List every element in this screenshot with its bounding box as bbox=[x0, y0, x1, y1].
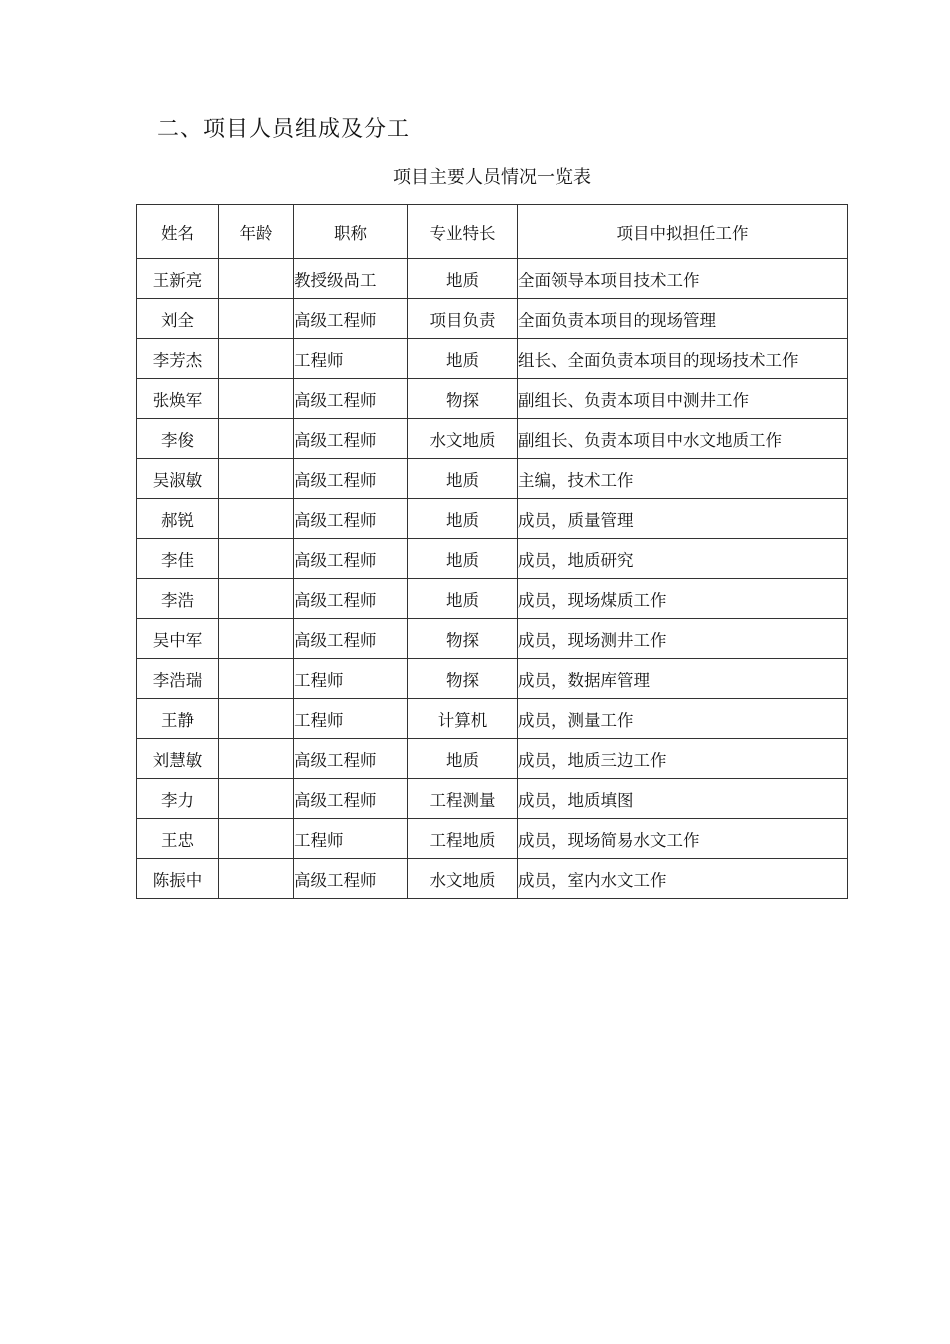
role-cell: 成员，现场简易水文工作 bbox=[518, 819, 848, 859]
specialty-cell: 项目负责 bbox=[408, 299, 518, 339]
specialty-cell: 计算机 bbox=[408, 699, 518, 739]
specialty-cell: 物探 bbox=[408, 379, 518, 419]
table-body bbox=[137, 259, 848, 899]
specialty-cell: 地质 bbox=[408, 499, 518, 539]
age-cell bbox=[219, 459, 294, 499]
specialty-cell: 地质 bbox=[408, 459, 518, 499]
specialty-cell: 地质 bbox=[408, 339, 518, 379]
title-cell: 工程师 bbox=[294, 699, 408, 739]
name-cell: 李佳 bbox=[137, 539, 219, 579]
role-cell: 副组长、负责本项目中测井工作 bbox=[518, 379, 848, 419]
specialty-cell: 工程地质 bbox=[408, 819, 518, 859]
age-cell bbox=[219, 659, 294, 699]
title-cell: 高级工程师 bbox=[294, 619, 408, 659]
role-cell: 副组长、负责本项目中水文地质工作 bbox=[518, 419, 848, 459]
age-cell bbox=[219, 619, 294, 659]
table-row bbox=[137, 859, 848, 899]
role-cell: 成员，地质填图 bbox=[518, 779, 848, 819]
specialty-cell: 地质 bbox=[408, 579, 518, 619]
name-cell: 吴淑敏 bbox=[137, 459, 219, 499]
column-header-role: 项目中拟担任工作 bbox=[518, 205, 848, 259]
name-cell: 刘慧敏 bbox=[137, 739, 219, 779]
title-cell: 高级工程师 bbox=[294, 459, 408, 499]
age-cell bbox=[219, 259, 294, 299]
title-cell: 高级工程师 bbox=[294, 579, 408, 619]
table-row bbox=[137, 419, 848, 459]
role-cell: 全面领导本项目技术工作 bbox=[518, 259, 848, 299]
specialty-cell: 水文地质 bbox=[408, 419, 518, 459]
table-row bbox=[137, 659, 848, 699]
table-row bbox=[137, 819, 848, 859]
specialty-cell: 物探 bbox=[408, 619, 518, 659]
name-cell: 李芳杰 bbox=[137, 339, 219, 379]
age-cell bbox=[219, 539, 294, 579]
table-row bbox=[137, 259, 848, 299]
section-heading: 二、项目人员组成及分工 bbox=[157, 117, 411, 142]
column-header-age: 年龄 bbox=[219, 205, 294, 259]
age-cell bbox=[219, 779, 294, 819]
title-cell: 工程师 bbox=[294, 819, 408, 859]
table-row bbox=[137, 499, 848, 539]
title-cell: 教授级咼工 bbox=[294, 259, 408, 299]
role-cell: 主编，技术工作 bbox=[518, 459, 848, 499]
specialty-cell: 地质 bbox=[408, 539, 518, 579]
name-cell: 王忠 bbox=[137, 819, 219, 859]
table-row bbox=[137, 739, 848, 779]
age-cell bbox=[219, 699, 294, 739]
age-cell bbox=[219, 739, 294, 779]
table-row bbox=[137, 619, 848, 659]
name-cell: 李俊 bbox=[137, 419, 219, 459]
age-cell bbox=[219, 419, 294, 459]
role-cell: 成员，测量工作 bbox=[518, 699, 848, 739]
age-cell bbox=[219, 819, 294, 859]
table-header-row bbox=[137, 205, 848, 259]
specialty-cell: 物探 bbox=[408, 659, 518, 699]
table-row bbox=[137, 699, 848, 739]
specialty-cell: 地质 bbox=[408, 259, 518, 299]
name-cell: 郝锐 bbox=[137, 499, 219, 539]
name-cell: 王新亮 bbox=[137, 259, 219, 299]
age-cell bbox=[219, 379, 294, 419]
role-cell: 成员，地质研究 bbox=[518, 539, 848, 579]
specialty-cell: 工程测量 bbox=[408, 779, 518, 819]
age-cell bbox=[219, 299, 294, 339]
role-cell: 成员，数据库管理 bbox=[518, 659, 848, 699]
column-header-name: 姓名 bbox=[137, 205, 219, 259]
table-row bbox=[137, 339, 848, 379]
title-cell: 高级工程师 bbox=[294, 499, 408, 539]
name-cell: 吴中军 bbox=[137, 619, 219, 659]
table-row bbox=[137, 379, 848, 419]
name-cell: 王静 bbox=[137, 699, 219, 739]
name-cell: 李力 bbox=[137, 779, 219, 819]
title-cell: 高级工程师 bbox=[294, 299, 408, 339]
table-row bbox=[137, 779, 848, 819]
name-cell: 李浩瑞 bbox=[137, 659, 219, 699]
role-cell: 成员，质量管理 bbox=[518, 499, 848, 539]
age-cell bbox=[219, 339, 294, 379]
role-cell: 成员，现场测井工作 bbox=[518, 619, 848, 659]
specialty-cell: 水文地质 bbox=[408, 859, 518, 899]
title-cell: 高级工程师 bbox=[294, 859, 408, 899]
table-row bbox=[137, 539, 848, 579]
column-header-title: 职称 bbox=[294, 205, 408, 259]
title-cell: 高级工程师 bbox=[294, 419, 408, 459]
title-cell: 高级工程师 bbox=[294, 779, 408, 819]
title-cell: 高级工程师 bbox=[294, 539, 408, 579]
role-cell: 成员，室内水文工作 bbox=[518, 859, 848, 899]
role-cell: 组长、全面负责本项目的现场技术工作 bbox=[518, 339, 848, 379]
age-cell bbox=[219, 859, 294, 899]
name-cell: 李浩 bbox=[137, 579, 219, 619]
role-cell: 成员，现场煤质工作 bbox=[518, 579, 848, 619]
staff-table bbox=[136, 204, 848, 899]
table-row bbox=[137, 579, 848, 619]
specialty-cell: 地质 bbox=[408, 739, 518, 779]
role-cell: 成员，地质三边工作 bbox=[518, 739, 848, 779]
age-cell bbox=[219, 499, 294, 539]
name-cell: 张焕军 bbox=[137, 379, 219, 419]
name-cell: 刘全 bbox=[137, 299, 219, 339]
title-cell: 工程师 bbox=[294, 339, 408, 379]
age-cell bbox=[219, 579, 294, 619]
title-cell: 高级工程师 bbox=[294, 379, 408, 419]
table-row bbox=[137, 299, 848, 339]
name-cell: 陈振中 bbox=[137, 859, 219, 899]
title-cell: 高级工程师 bbox=[294, 739, 408, 779]
table-row bbox=[137, 459, 848, 499]
table-caption: 项目主要人员情况一览表 bbox=[393, 167, 591, 188]
column-header-specialty: 专业特长 bbox=[408, 205, 518, 259]
role-cell: 全面负责本项目的现场管理 bbox=[518, 299, 848, 339]
title-cell: 工程师 bbox=[294, 659, 408, 699]
